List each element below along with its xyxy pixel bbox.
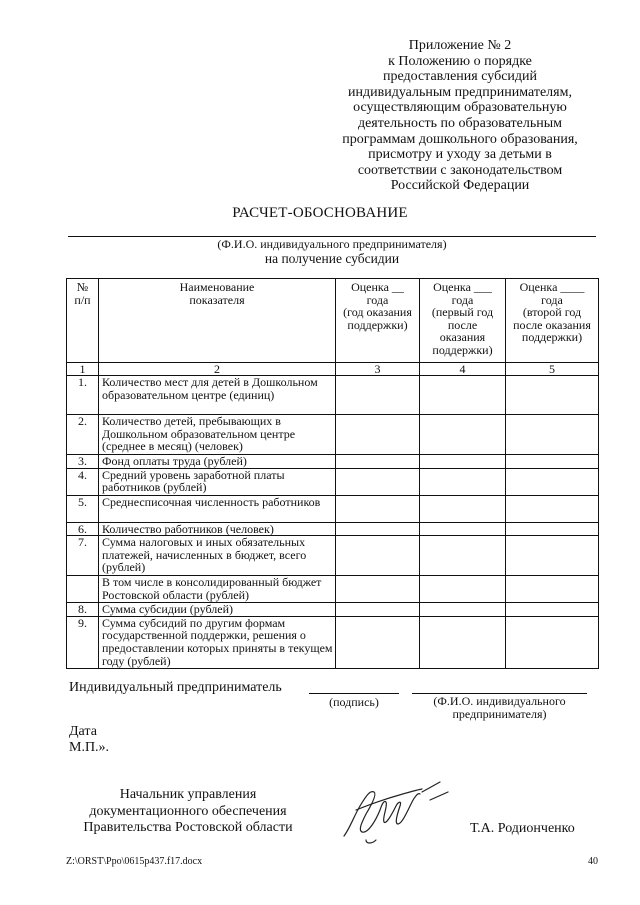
table-row — [67, 522, 599, 536]
value-cell — [420, 536, 506, 576]
row-name: Средний уровень заработной платы работников (рублей) — [99, 468, 336, 495]
row-name: Количество детей, пребывающих в Дошкольном образовательном центре (среднее в месяц) (человек) — [99, 415, 336, 455]
index-cell: 4 — [420, 363, 506, 376]
index-cell: 1 — [67, 363, 99, 376]
row-name: Среднесписочная численность работников — [99, 495, 336, 522]
row-name: В том числе в консолидированный бюджет Ростовской области (рублей) — [99, 576, 336, 603]
row-num: 8. — [67, 603, 99, 617]
row-name: Сумма субсидии (рублей) — [99, 603, 336, 617]
row-name: Количество мест для детей в Дошкольном образовательном центре (единиц) — [99, 376, 336, 415]
appendix-line: к Положению о порядке — [388, 53, 532, 69]
value-cell — [336, 603, 420, 617]
value-cell — [336, 576, 420, 603]
table-row — [67, 415, 599, 455]
date-block — [69, 724, 109, 756]
value-cell — [420, 522, 506, 536]
row-num — [67, 576, 99, 603]
value-cell — [506, 376, 599, 415]
index-cell: 5 — [506, 363, 599, 376]
row-num: 4. — [67, 468, 99, 495]
row-num: 3. — [67, 455, 99, 469]
table-row — [67, 536, 599, 576]
row-name: Сумма субсидий по другим формам государственной поддержки, решения о предоставлении которых приняты в текущем году (рублей) — [99, 616, 336, 668]
table-row — [67, 603, 599, 617]
header-col3: Оценка __ года (год оказания поддержки) — [336, 279, 420, 363]
handwritten-signature — [336, 770, 456, 855]
value-cell — [420, 495, 506, 522]
row-name: Сумма налоговых и иных обязательных платежей, начисленных в бюджет, всего (рублей) — [99, 536, 336, 576]
fio-signature-caption: (Ф.И.О. индивидуального предпринимателя) — [433, 694, 566, 721]
value-cell — [420, 603, 506, 617]
page-number: 40 — [588, 856, 598, 867]
table-row — [67, 616, 599, 668]
value-cell — [336, 376, 420, 415]
value-cell — [506, 603, 599, 617]
fio-caption: (Ф.И.О. индивидуального предпринимателя) — [217, 237, 447, 251]
row-num: 6. — [67, 522, 99, 536]
table-index-row — [67, 363, 599, 376]
value-cell — [420, 415, 506, 455]
value-cell — [420, 376, 506, 415]
value-cell — [420, 455, 506, 469]
value-cell — [506, 536, 599, 576]
row-num: 9. — [67, 616, 99, 668]
calculation-table — [66, 278, 599, 669]
appendix-line: осуществляющим образовательную — [353, 100, 567, 116]
appendix-line: соответствии с законодательством — [357, 162, 563, 178]
header-num: № п/п — [67, 279, 99, 363]
index-cell: 2 — [99, 363, 336, 376]
value-cell — [506, 455, 599, 469]
appendix-line: Российской Федерации — [390, 178, 530, 194]
chief-position: Начальник управления документационного обеспечения Правительства Ростовской области — [83, 787, 293, 835]
value-cell — [420, 576, 506, 603]
document-subtitle: на получение субсидии — [264, 251, 400, 266]
index-cell: 3 — [336, 363, 420, 376]
header-col5: Оценка ____ года (второй год после оказания поддержки) — [506, 279, 599, 363]
table-row — [67, 468, 599, 495]
date-label: Дата — [69, 724, 97, 739]
appendix-header — [330, 38, 590, 194]
signature-line — [309, 693, 399, 694]
value-cell — [336, 455, 420, 469]
table-row — [67, 455, 599, 469]
chief-name: Т.А. Родионченко — [470, 821, 575, 836]
value-cell — [336, 468, 420, 495]
row-num: 5. — [67, 495, 99, 522]
row-num: 7. — [67, 536, 99, 576]
value-cell — [506, 468, 599, 495]
row-name: Количество работников (человек) — [99, 522, 336, 536]
signature-caption: (подпись) — [329, 695, 379, 709]
row-num: 2. — [67, 415, 99, 455]
table-row — [67, 576, 599, 603]
value-cell — [506, 415, 599, 455]
value-cell — [336, 536, 420, 576]
value-cell — [420, 468, 506, 495]
header-name: Наименование показателя — [99, 279, 336, 363]
table-header-row — [67, 279, 599, 363]
appendix-line: индивидуальным предпринимателям, — [348, 84, 572, 100]
value-cell — [506, 495, 599, 522]
table-row — [67, 495, 599, 522]
value-cell — [506, 576, 599, 603]
header-col4: Оценка ___ года (первый год после оказания поддержки) — [420, 279, 506, 363]
appendix-line: предоставления субсидий — [382, 69, 538, 85]
document-title: РАСЧЕТ-ОБОСНОВАНИЕ — [232, 205, 408, 221]
value-cell — [336, 522, 420, 536]
value-cell — [506, 616, 599, 668]
appendix-line: Приложение № 2 — [408, 38, 512, 53]
row-num: 1. — [67, 376, 99, 415]
table-row — [67, 376, 599, 415]
file-path: Z:\ORST\Ppo\0615p437.f17.docx — [66, 856, 203, 867]
signer-label: Индивидуальный предприниматель — [69, 680, 282, 695]
value-cell — [420, 616, 506, 668]
value-cell — [336, 495, 420, 522]
appendix-line: программам дошкольного образования, — [342, 131, 578, 147]
value-cell — [336, 415, 420, 455]
appendix-line: присмотру и уходу за детьми в — [368, 147, 552, 163]
value-cell — [506, 522, 599, 536]
stamp-label: М.П.». — [69, 740, 110, 755]
row-name: Фонд оплаты труда (рублей) — [99, 455, 336, 469]
value-cell — [336, 616, 420, 668]
appendix-line: деятельность по образовательным — [357, 115, 563, 131]
